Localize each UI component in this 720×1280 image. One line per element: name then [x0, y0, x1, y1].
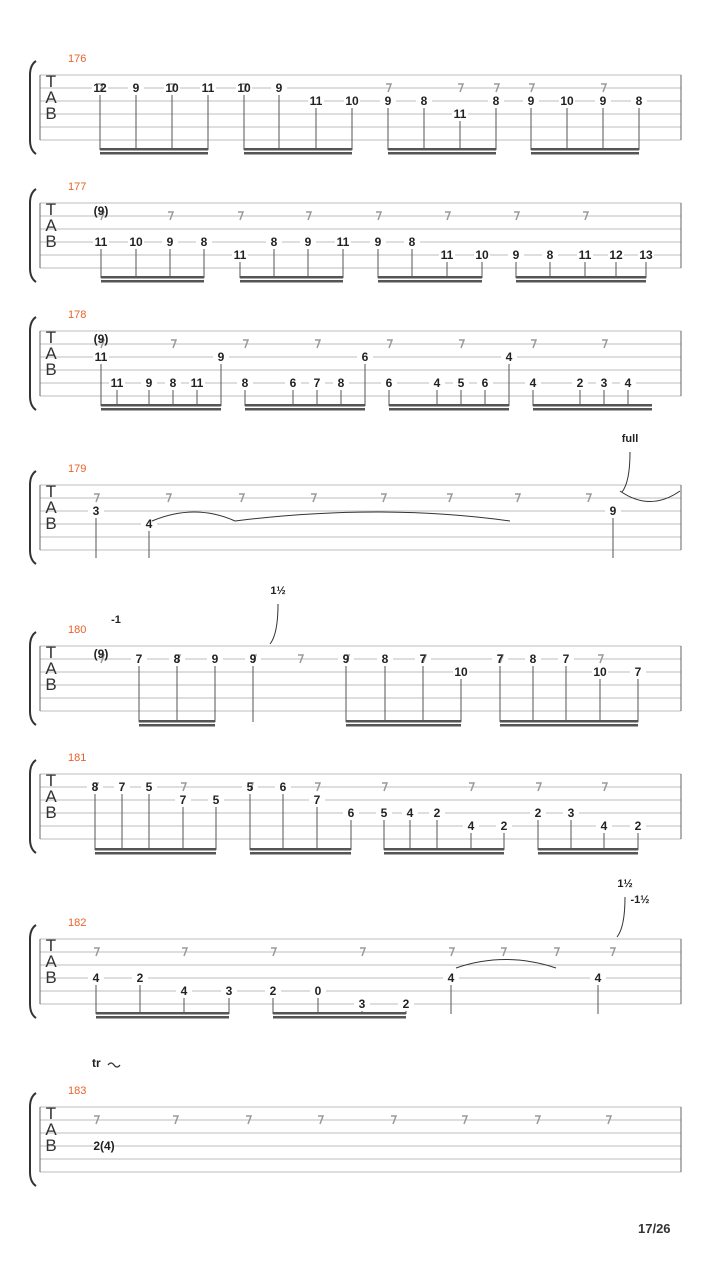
- staff-bracket: [30, 317, 36, 410]
- fret-number: 10: [454, 665, 468, 679]
- fret-number: 2: [500, 819, 508, 833]
- fret-number: 0: [314, 984, 322, 998]
- beam: [531, 152, 639, 155]
- trill-wave: [108, 1063, 120, 1067]
- fret-number: 6: [481, 376, 489, 390]
- beam: [516, 280, 646, 283]
- fret-number: 4: [447, 971, 455, 985]
- fret-number: 5: [145, 780, 153, 794]
- fret-number: 8: [337, 376, 345, 390]
- measure-number: 183: [68, 1085, 87, 1097]
- fret-number: 8: [169, 376, 177, 390]
- fret-number: 4: [145, 517, 153, 531]
- fret-number: 4: [180, 984, 188, 998]
- staff-bracket: [30, 925, 36, 1018]
- fret-number: 10: [345, 94, 359, 108]
- fret-number: 3: [225, 984, 233, 998]
- slur-arc: [235, 512, 510, 521]
- beam: [384, 852, 504, 855]
- fret-number: 11: [201, 81, 215, 95]
- fret-number: 9: [527, 94, 535, 108]
- fret-number: 2: [634, 819, 642, 833]
- fret-number: 2: [402, 997, 410, 1011]
- tab-clef-letter: A: [45, 787, 57, 806]
- beam: [95, 852, 216, 855]
- bend-amount-label: 1½: [270, 585, 286, 597]
- fret-number: 8: [529, 652, 537, 666]
- fret-number: 9: [249, 652, 257, 666]
- page-number: 17/26: [638, 1221, 671, 1236]
- fret-number: 8: [635, 94, 643, 108]
- fret-number: 9: [211, 652, 219, 666]
- system-178: [30, 317, 681, 411]
- tab-clef-letter: A: [45, 344, 57, 363]
- fret-number: 3: [358, 997, 366, 1011]
- fret-number: 8: [381, 652, 389, 666]
- tab-clef-letter: B: [45, 514, 57, 533]
- fret-number: 8: [270, 235, 278, 249]
- held-note-label: (9): [93, 204, 109, 218]
- beam: [95, 848, 216, 851]
- fret-number: 10: [475, 248, 489, 262]
- staff-bracket: [30, 471, 36, 564]
- fret-number: 8: [173, 652, 181, 666]
- beam: [516, 276, 646, 279]
- fret-number: 11: [440, 248, 454, 262]
- beam: [273, 1012, 406, 1015]
- trill-label: tr: [92, 1056, 101, 1070]
- release-amount-label: -1½: [630, 894, 650, 906]
- fret-number: 3: [92, 504, 100, 518]
- beam: [388, 148, 496, 151]
- fret-number: 9: [145, 376, 153, 390]
- beam: [240, 280, 343, 283]
- beam: [384, 848, 504, 851]
- slur-arc: [620, 491, 680, 502]
- fret-number: 4: [433, 376, 441, 390]
- beam: [101, 408, 221, 411]
- tab-clef-letter: A: [45, 952, 57, 971]
- fret-number: 8: [200, 235, 208, 249]
- fret-number: 3: [600, 376, 608, 390]
- beam: [250, 848, 351, 851]
- fret-number: 9: [512, 248, 520, 262]
- fret-number: 11: [309, 94, 323, 108]
- fret-number: 6: [289, 376, 297, 390]
- fret-number: 8: [91, 780, 99, 794]
- tab-clef-letter: B: [45, 232, 57, 251]
- release-amount-label: -1: [111, 614, 121, 626]
- fret-number: 7: [118, 780, 126, 794]
- fret-number: 7: [179, 793, 187, 807]
- bend-arrow: [622, 452, 630, 492]
- fret-number: 9: [384, 94, 392, 108]
- fret-number: 5: [246, 780, 254, 794]
- fret-number: 2: [136, 971, 144, 985]
- fret-number: 11: [110, 376, 124, 390]
- beam: [100, 152, 208, 155]
- fret-number: 2: [534, 806, 542, 820]
- tab-clef-letter: B: [45, 675, 57, 694]
- system-179: [30, 452, 681, 564]
- fret-number: 4: [406, 806, 414, 820]
- held-note-label: (9): [93, 332, 109, 346]
- fret-number: 9: [132, 81, 140, 95]
- fret-number: 4: [529, 376, 537, 390]
- staff-bracket: [30, 1093, 36, 1186]
- bend-amount-label: full: [621, 433, 639, 445]
- beam: [378, 276, 482, 279]
- beam: [139, 720, 215, 723]
- tab-clef-letter: T: [45, 936, 57, 955]
- tab-clef-letter: A: [45, 498, 57, 517]
- beam: [244, 148, 352, 151]
- fret-number: 11: [233, 248, 247, 262]
- fret-number: 10: [129, 235, 143, 249]
- tab-clef-letter: T: [45, 482, 57, 501]
- beam: [531, 148, 639, 151]
- fret-number: 5: [212, 793, 220, 807]
- beam: [533, 404, 652, 407]
- beam: [101, 280, 204, 283]
- slur-arc: [456, 960, 556, 969]
- system-181: [30, 760, 681, 855]
- beam: [244, 152, 352, 155]
- beam: [346, 720, 461, 723]
- fret-number: 8: [408, 235, 416, 249]
- fret-number: 9: [609, 504, 617, 518]
- beam: [101, 404, 221, 407]
- beam: [96, 1012, 229, 1015]
- tab-clef-letter: B: [45, 1136, 57, 1155]
- fret-number: 7: [419, 652, 427, 666]
- tab-clef-letter: T: [45, 72, 57, 91]
- tab-clef-letter: B: [45, 360, 57, 379]
- fret-number: 2: [576, 376, 584, 390]
- fret-number: 2: [269, 984, 277, 998]
- tab-clef-letter: A: [45, 216, 57, 235]
- fret-number: 6: [361, 350, 369, 364]
- fret-number: 13: [639, 248, 653, 262]
- beam: [346, 724, 461, 727]
- fret-number: 9: [217, 350, 225, 364]
- system-182: [30, 897, 681, 1019]
- measure-number: 176: [68, 53, 87, 65]
- tab-clef-letter: T: [45, 643, 57, 662]
- staff-bracket: [30, 760, 36, 853]
- fret-number: 9: [374, 235, 382, 249]
- staff-bracket: [30, 632, 36, 725]
- beam: [500, 720, 638, 723]
- beam: [139, 724, 215, 727]
- fret-number: 4: [505, 350, 513, 364]
- fret-number: 4: [92, 971, 100, 985]
- fret-number: 8: [420, 94, 428, 108]
- fret-number: 8: [492, 94, 500, 108]
- fret-number: 9: [599, 94, 607, 108]
- tab-clef-letter: A: [45, 88, 57, 107]
- beam: [273, 1016, 406, 1019]
- beam: [538, 852, 638, 855]
- fret-number: 7: [496, 652, 504, 666]
- fret-number: 11: [94, 350, 108, 364]
- beam: [250, 852, 351, 855]
- fret-number: 10: [237, 81, 251, 95]
- tab-clef-letter: A: [45, 659, 57, 678]
- fret-number: 7: [313, 376, 321, 390]
- fret-number: 11: [578, 248, 592, 262]
- measure-number: 180: [68, 624, 87, 636]
- fret-number: 2(4): [93, 1139, 115, 1153]
- fret-number: 4: [600, 819, 608, 833]
- fret-number: 11: [453, 107, 467, 121]
- fret-number: 9: [342, 652, 350, 666]
- beam: [96, 1016, 229, 1019]
- beam: [500, 724, 638, 727]
- fret-number: 4: [594, 971, 602, 985]
- staff-bracket: [30, 61, 36, 154]
- fret-number: 7: [313, 793, 321, 807]
- fret-number: 5: [380, 806, 388, 820]
- measure-number: 178: [68, 309, 87, 321]
- beam: [389, 408, 509, 411]
- fret-number: 9: [304, 235, 312, 249]
- tab-clef-letter: B: [45, 104, 57, 123]
- fret-number: 9: [166, 235, 174, 249]
- fret-number: 12: [609, 248, 623, 262]
- fret-number: 6: [279, 780, 287, 794]
- fret-number: 7: [634, 665, 642, 679]
- measure-number: 179: [68, 463, 87, 475]
- held-note-label: (9): [93, 647, 109, 661]
- fret-number: 5: [457, 376, 465, 390]
- system-177: [30, 189, 681, 283]
- fret-number: 8: [546, 248, 554, 262]
- fret-number: 10: [165, 81, 179, 95]
- fret-number: 7: [562, 652, 570, 666]
- fret-number: 4: [467, 819, 475, 833]
- tab-clef-letter: T: [45, 1104, 57, 1123]
- beam: [101, 276, 204, 279]
- slur-arc: [152, 512, 235, 521]
- beam: [538, 848, 638, 851]
- fret-number: 6: [385, 376, 393, 390]
- fret-number: 6: [347, 806, 355, 820]
- fret-number: 4: [624, 376, 632, 390]
- bend-arrow: [617, 897, 625, 937]
- fret-number: 7: [135, 652, 143, 666]
- fret-number: 12: [93, 81, 107, 95]
- tab-clef-letter: B: [45, 803, 57, 822]
- measure-number: 182: [68, 917, 87, 929]
- beam: [100, 148, 208, 151]
- fret-number: 11: [190, 376, 204, 390]
- tab-clef-letter: T: [45, 328, 57, 347]
- tab-clef-letter: T: [45, 771, 57, 790]
- fret-number: 11: [336, 235, 350, 249]
- tab-clef-letter: A: [45, 1120, 57, 1139]
- fret-number: 3: [567, 806, 575, 820]
- beam: [388, 152, 496, 155]
- system-183: [30, 1063, 681, 1186]
- measure-number: 177: [68, 181, 87, 193]
- bend-amount-label: 1½: [617, 878, 633, 890]
- beam: [245, 408, 365, 411]
- staff-bracket: [30, 189, 36, 282]
- measure-number: 181: [68, 752, 87, 764]
- fret-number: 8: [241, 376, 249, 390]
- fret-number: 2: [433, 806, 441, 820]
- fret-number: 10: [560, 94, 574, 108]
- beam: [533, 408, 652, 411]
- beam: [389, 404, 509, 407]
- tab-clef-letter: T: [45, 200, 57, 219]
- fret-number: 9: [275, 81, 283, 95]
- fret-number: 10: [593, 665, 607, 679]
- tab-clef-letter: B: [45, 968, 57, 987]
- beam: [245, 404, 365, 407]
- beam: [240, 276, 343, 279]
- bend-arrow: [270, 604, 278, 644]
- system-180: [30, 604, 681, 727]
- beam: [378, 280, 482, 283]
- fret-number: 11: [94, 235, 108, 249]
